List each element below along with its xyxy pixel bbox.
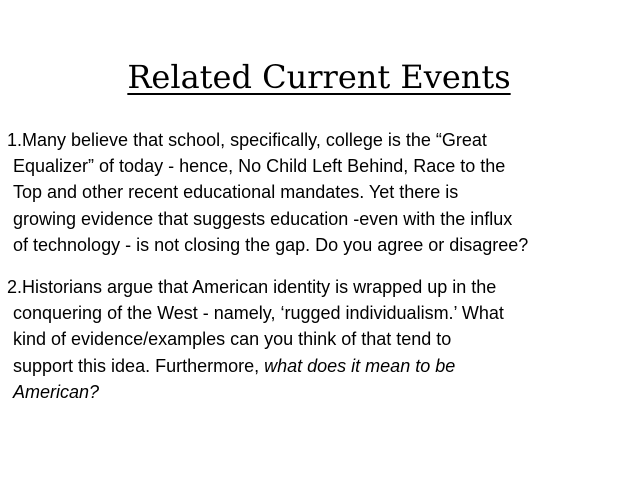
discussion-item-2: [7, 274, 633, 405]
item-1-line-2: Equalizer” of today - hence, No Child Left Behind, Race to the: [13, 156, 506, 177]
slide-title: Related Current Events: [127, 58, 511, 96]
item-2-line-4-emphasis: what does it mean to be: [264, 355, 456, 376]
item-2-line-4-text: support this idea. Furthermore,: [13, 355, 265, 376]
item-2-line-1: 2.Historians argue that American identity is wrapped up in the: [7, 277, 497, 297]
item-2-line-4: [7, 353, 633, 379]
item-2-line-2: conquering of the West - namely, ‘rugged individualism.’ What: [13, 303, 504, 324]
item-2-line-5-emphasis: American?: [13, 381, 100, 402]
item-1-line-4: growing evidence that suggests education -even with the influx: [13, 208, 513, 229]
item-1-line-1: 1.Many believe that school, specifically, college is the “Great: [7, 130, 487, 150]
item-2-line-3: kind of evidence/examples can you think of that tend to: [13, 329, 452, 350]
discussion-item-1: [7, 127, 633, 258]
item-1-line-5: of technology - is not closing the gap. Do you agree or disagree?: [13, 234, 529, 255]
item-1-line-3: Top and other recent educational mandates. Yet there is: [13, 182, 459, 203]
